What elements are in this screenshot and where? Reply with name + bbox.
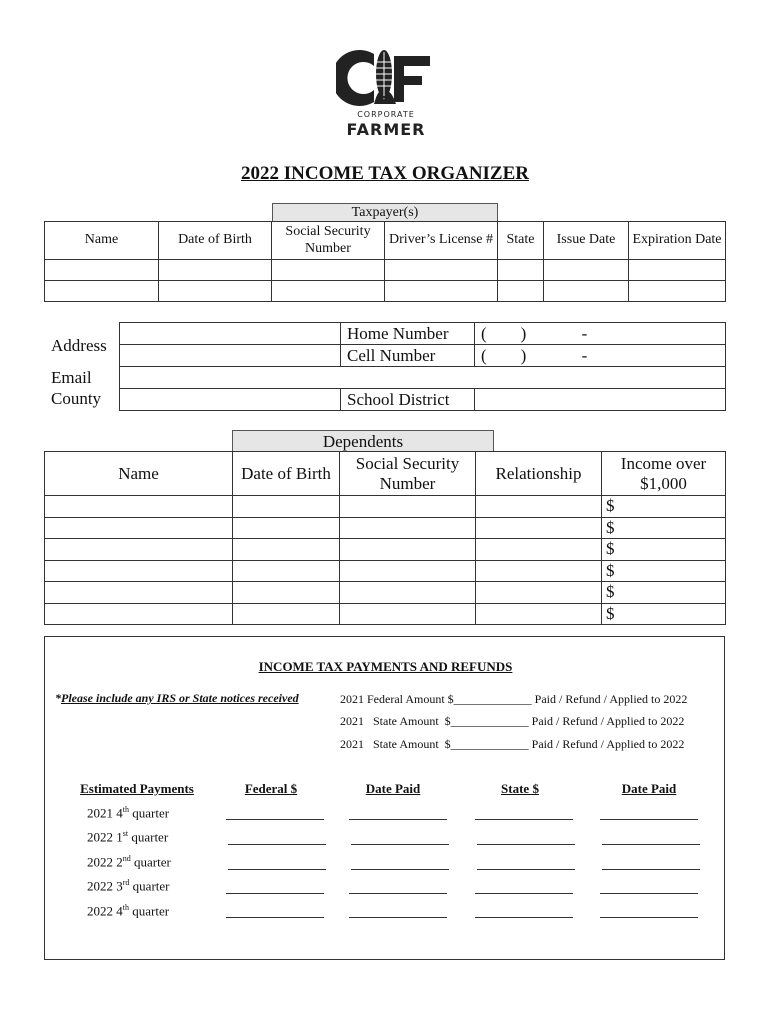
taxpayer-header-ssn: Social Security Number: [272, 222, 385, 260]
cell-number-label: Cell Number: [341, 345, 475, 367]
taxpayer-header-expiration: Expiration Date: [629, 222, 726, 260]
county-field[interactable]: [120, 389, 341, 411]
date-paid-blank[interactable]: [349, 917, 447, 918]
address-line-1-field[interactable]: [120, 323, 341, 345]
dependent-name-field[interactable]: [45, 496, 233, 518]
federal-blank[interactable]: [226, 893, 324, 894]
col-state: State $: [501, 781, 539, 796]
dependents-header-row: [45, 452, 726, 496]
state-blank[interactable]: [477, 844, 575, 845]
dependent-ssn-field[interactable]: [340, 496, 476, 518]
state-blank[interactable]: [477, 869, 575, 870]
date-paid-blank[interactable]: [600, 819, 698, 820]
dependent-ssn-field[interactable]: [340, 517, 476, 539]
home-number-field[interactable]: ( ) -: [475, 323, 726, 345]
home-number-label: Home Number: [341, 323, 475, 345]
taxpayer-row: [45, 260, 726, 281]
taxpayer-state-field[interactable]: [498, 281, 544, 302]
school-district-label: School District: [341, 389, 475, 411]
dependent-dob-field[interactable]: [233, 582, 340, 604]
taxpayer-ssn-field[interactable]: [272, 281, 385, 302]
taxpayer-dob-field[interactable]: [159, 281, 272, 302]
dependent-relationship-field[interactable]: [476, 603, 602, 625]
dependent-relationship-field[interactable]: [476, 496, 602, 518]
state-blank[interactable]: [475, 819, 573, 820]
taxpayer-header-dob: Date of Birth: [159, 222, 272, 260]
taxpayer-name-field[interactable]: [45, 281, 159, 302]
date-paid-blank[interactable]: [600, 917, 698, 918]
dependent-relationship-field[interactable]: [476, 539, 602, 561]
taxpayer-expiration-field[interactable]: [629, 281, 726, 302]
county-label: County: [51, 389, 102, 408]
dependent-ssn-field[interactable]: [340, 582, 476, 604]
col-date-paid-state: Date Paid: [621, 781, 677, 796]
dependent-relationship-field[interactable]: [476, 582, 602, 604]
date-paid-blank[interactable]: [351, 869, 449, 870]
logo-text-corporate: CORPORATE: [357, 110, 415, 119]
state-blank[interactable]: [475, 917, 573, 918]
dependent-row: [45, 539, 726, 561]
dependents-table: [44, 451, 726, 625]
dependent-row: [45, 560, 726, 582]
dependent-row: [45, 496, 726, 518]
taxpayer-table: [44, 221, 726, 302]
note-asterisk: *: [55, 691, 61, 705]
dependent-row: [45, 582, 726, 604]
state-amount-line-1[interactable]: 2021 State Amount $_____________ Paid / Refund / Applied to 2022: [340, 714, 685, 728]
payments-section: [44, 636, 725, 960]
quarter-label: 2021 4th quarter: [87, 805, 170, 821]
dependent-name-field[interactable]: [45, 517, 233, 539]
dependent-income-field[interactable]: $: [602, 603, 726, 625]
date-paid-blank[interactable]: [600, 893, 698, 894]
taxpayer-ssn-field[interactable]: [272, 260, 385, 281]
logo-text-farmer: FARMER: [346, 120, 426, 139]
cell-number-field[interactable]: ( ) -: [475, 345, 726, 367]
date-paid-blank[interactable]: [602, 869, 700, 870]
date-paid-blank[interactable]: [351, 844, 449, 845]
dependent-relationship-field[interactable]: [476, 517, 602, 539]
date-paid-blank[interactable]: [349, 819, 447, 820]
federal-amount-line[interactable]: 2021 Federal Amount $_____________ Paid / Refund / Applied to 2022: [340, 692, 688, 706]
dependent-ssn-field[interactable]: [340, 560, 476, 582]
payments-title: INCOME TAX PAYMENTS AND REFUNDS: [258, 659, 513, 674]
col-date-paid-federal: Date Paid: [365, 781, 421, 796]
dependent-dob-field[interactable]: [233, 517, 340, 539]
dependent-dob-field[interactable]: [233, 496, 340, 518]
dependents-header-ssn: Social Security Number: [340, 452, 476, 496]
dependent-relationship-field[interactable]: [476, 560, 602, 582]
note-text: Please include any IRS or State notices received: [61, 691, 299, 705]
taxpayer-header-issue-date: Issue Date: [544, 222, 629, 260]
dependent-ssn-field[interactable]: [340, 603, 476, 625]
dependents-header-name: Name: [45, 452, 233, 496]
dependent-income-field[interactable]: $: [602, 517, 726, 539]
quarter-label: 2022 2nd quarter: [87, 854, 171, 870]
taxpayer-row: [45, 281, 726, 302]
quarter-label: 2022 1st quarter: [87, 829, 169, 845]
contact-table: [119, 322, 726, 411]
state-blank[interactable]: [475, 893, 573, 894]
dependent-dob-field[interactable]: [233, 560, 340, 582]
taxpayer-dob-field[interactable]: [159, 260, 272, 281]
dependent-row: [45, 603, 726, 625]
col-federal: Federal $: [244, 781, 298, 796]
dependent-income-field[interactable]: $: [602, 560, 726, 582]
dependents-header-dob: Date of Birth: [233, 452, 340, 496]
dependent-income-field[interactable]: $: [602, 496, 726, 518]
taxpayer-issue-date-field[interactable]: [544, 260, 629, 281]
taxpayer-issue-date-field[interactable]: [544, 281, 629, 302]
address-line-2-field[interactable]: [120, 345, 341, 367]
logo-mark-icon: [336, 44, 436, 110]
dependents-header-income: Income over $1,000: [602, 452, 726, 496]
dependent-name-field[interactable]: [45, 560, 233, 582]
date-paid-blank[interactable]: [602, 844, 700, 845]
quarter-label: 2022 3rd quarter: [87, 878, 170, 894]
taxpayer-license-field[interactable]: [385, 260, 498, 281]
dependent-name-field[interactable]: [45, 582, 233, 604]
col-estimated-payments: Estimated Payments: [80, 781, 194, 796]
taxpayer-state-field[interactable]: [498, 260, 544, 281]
dependent-dob-field[interactable]: [233, 603, 340, 625]
date-paid-blank[interactable]: [349, 893, 447, 894]
school-district-field[interactable]: [475, 389, 726, 411]
taxpayer-header-license: Driver’s License #: [385, 222, 498, 260]
federal-blank[interactable]: [228, 869, 326, 870]
dependent-income-field[interactable]: $: [602, 539, 726, 561]
email-label: Email: [51, 368, 92, 387]
dependent-income-field[interactable]: $: [602, 582, 726, 604]
taxpayer-name-field[interactable]: [45, 260, 159, 281]
email-field[interactable]: [120, 367, 726, 389]
taxpayer-license-field[interactable]: [385, 281, 498, 302]
dependent-name-field[interactable]: [45, 539, 233, 561]
federal-blank[interactable]: [226, 917, 324, 918]
address-label: Address: [51, 336, 107, 355]
federal-blank[interactable]: [228, 844, 326, 845]
taxpayer-band-label: Taxpayer(s): [272, 203, 498, 222]
taxpayer-expiration-field[interactable]: [629, 260, 726, 281]
irs-notice-note: [55, 691, 299, 706]
page-title: 2022 INCOME TAX ORGANIZER: [240, 163, 529, 184]
dependents-header-relationship: Relationship: [476, 452, 602, 496]
state-amount-line-2[interactable]: 2021 State Amount $_____________ Paid / Refund / Applied to 2022: [340, 737, 685, 751]
dependent-row: [45, 517, 726, 539]
federal-blank[interactable]: [226, 819, 324, 820]
quarter-label: 2022 4th quarter: [87, 903, 170, 919]
dependent-ssn-field[interactable]: [340, 539, 476, 561]
dependents-band-label: Dependents: [232, 430, 494, 452]
dependent-dob-field[interactable]: [233, 539, 340, 561]
dependent-name-field[interactable]: [45, 603, 233, 625]
taxpayer-header-name: Name: [45, 222, 159, 260]
taxpayer-header-row: [45, 222, 726, 260]
taxpayer-header-state: State: [498, 222, 544, 260]
corporate-farmer-logo: [336, 44, 436, 140]
